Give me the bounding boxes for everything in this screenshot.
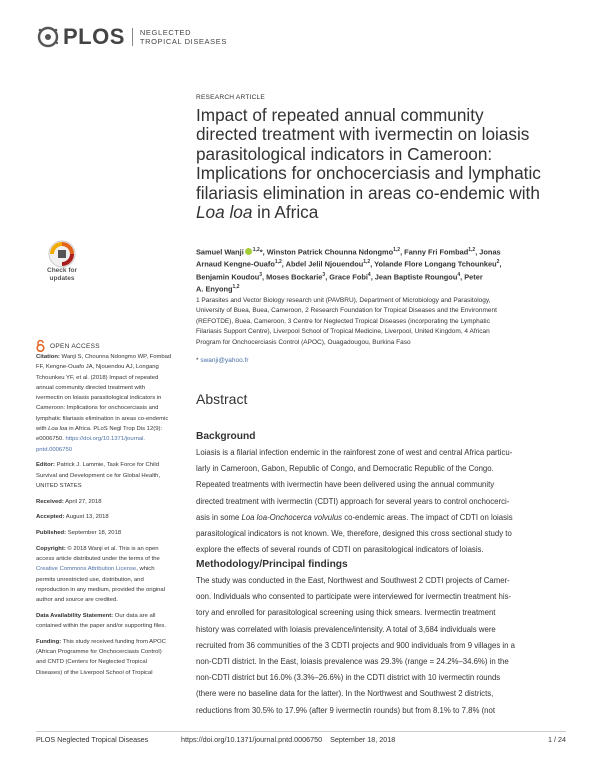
published-date [36,528,186,538]
author-name[interactable]: , Winston Patrick Chounna Ndongmo [262,247,394,257]
para-line: larly in Cameroon, Gabon, Republic of Congo, and Democratic Republic of the Congo. [196,464,494,474]
license-link[interactable]: Creative Commons Attribution License [36,566,137,573]
author-line [196,282,566,294]
author-name[interactable]: , Yolande Flore Longang Tchounkeu [370,259,497,269]
author-line [196,270,566,282]
footer-divider [36,731,566,732]
meta-label: Received: [36,498,64,505]
meta-text: ivermectin on loiasis parasitological indicators in [36,395,162,402]
title-line: Implications for onchocerciasis and lymphatic [196,163,541,184]
affil-sup: 1,2 [468,247,476,253]
meta-text: Survival and Development ce for Global Health, [36,472,161,479]
meta-italic: Loa loa [48,426,68,433]
meta-text: UNITED STATES [36,482,82,489]
meta-text: September 18, 2018 [66,530,122,537]
logo-subtitle-line: NEGLECTED [139,28,192,37]
footer-doi-link[interactable]: https://doi.org/10.1371/journal.pntd.0006750 [181,735,323,744]
copyright [36,544,186,606]
background-heading: Background [196,431,256,442]
para-line: recruited from 36 communities of the 3 CDTI projects and 900 individuals from 9 villages in a [196,640,515,650]
editor [36,460,186,491]
para-text: asis in some [196,512,242,522]
meta-text: e0006750. [36,436,66,443]
page-number: 1 / 24 [548,735,566,744]
author-name[interactable]: , Abdel Jelil Njouendou [281,259,364,269]
meta-text: lymphatic filariasis elimination in areas co-endemic [36,415,169,422]
meta-text: August 13, 2018 [64,514,109,521]
affil-sup: 2 [496,259,500,266]
affil-sup: 1,2 [393,247,401,253]
article-type: RESEARCH ARTICLE [196,94,266,101]
affil-line: University of Buea, Buea, Cameroon, 2 Research Foundation for Tropical Diseases and the Environment [196,307,497,315]
para-line: reductions from 30.5% to 17.9% (after 9 ivermectin rounds) but from 8.1% to 7.8% (not [196,705,496,715]
title-line [196,203,571,222]
meta-text: in Africa. PLoS Negl Trop Dis 12(9): [67,426,163,433]
methods-paragraph [196,573,572,719]
meta-text: Wanji S, Chounna Ndongmo WP, Fombad [59,354,172,360]
para-line [196,510,572,526]
open-access-label: OPEN ACCESS [50,342,100,350]
para-line: directed treatment with ivermectin (CDTI) approach for several years to control onchocerci- [196,496,510,506]
article-title [196,106,571,222]
orcid-icon[interactable] [245,248,252,255]
author-line [196,245,566,257]
title-line: parasitological indicators in Cameroon: [196,143,493,164]
article-metadata [36,352,186,683]
check-updates-label [36,267,88,283]
title-rest: in Africa [252,202,319,223]
para-line: oon. Individuals who consented to participate were interviewed for ivermectin treatment his- [196,592,512,602]
para-line: history was correlated with loiasis prevalence/intensity. A total of 3,684 individuals were [196,624,496,634]
doi-link[interactable]: pntd.0006750 [36,446,73,453]
author-name[interactable]: , Fanny Fri Fombad [400,247,469,257]
affil-line: Filariasis Support Centre), Liverpool School of Tropical Medicine, Liverpool, United Kingdom, 4 African [196,328,490,336]
author-name[interactable]: , Jean Baptiste Roungou [370,272,458,282]
title-line: directed treatment with ivermectin on loiasis [196,124,530,145]
meta-text: (African Programme for Onchocerciasis Control) [36,649,162,656]
author-line [196,257,566,269]
author-name[interactable]: Samuel Wanji [196,247,244,257]
affil-sup: 1,2 [252,247,260,253]
meta-text: access article distributed under the terms of the [36,556,160,562]
logo-text: PLOS [63,24,125,49]
meta-text: Diseases) of the Liverpool School of Tropical [36,669,153,676]
meta-text: Tchounkeu YF, et al. (2018) Impact of repeated [36,374,159,381]
footer-doi [181,735,395,744]
methods-heading: Methodology/Principal findings [196,559,348,570]
check-label-line: Check for [47,267,77,274]
meta-text: © 2018 Wanji et al. This is an open [65,545,159,552]
meta-text: annual community directed treatment with [36,384,146,391]
para-line: non-CDTI district but 16.0% (3.3%–26.6%) in the CDTI district with 10 ivermectin rounds [196,673,501,683]
meta-label: Data Availability Statement: [36,612,114,619]
para-line: The study was conducted in the East, Northwest and Southwest 2 CDTI projects of Camer- [196,576,510,585]
check-label-line: updates [49,275,75,282]
meta-text: permits unrestricted use, distribution, and [36,576,144,583]
affil-sup: 1,2 [363,259,371,266]
para-line: Repeated treatments with ivermectin have been delivered using the annual community [196,480,495,490]
author-name[interactable]: Arnaud Kengne-Ouafo [196,259,275,269]
check-for-updates-button[interactable] [36,240,88,298]
affil-sup: 3 [322,271,326,278]
meta-text: Our data are all [113,612,156,619]
open-lock-icon [36,340,45,352]
para-line: Loiasis is a filarial infection endemic in the rainforest zone of west and central Africa particu- [196,448,513,457]
para-line: tory and enrolled for parasitological screening using thick smears. Ivermectin treatment [196,608,496,618]
logo-subtitle-line: TROPICAL DISEASES [139,37,227,46]
author-name[interactable]: , Jonas [475,247,501,257]
citation [36,352,186,455]
affil-sup: 4 [367,271,371,278]
para-text: co-endemic areas. The impact of CDTI on loiasis [342,512,513,522]
email-link[interactable]: swanji@yahoo.fr [200,357,249,364]
affil-sup: 4 [457,271,461,278]
footer-date: September 18, 2018 [330,735,396,744]
affiliations [196,296,566,348]
author-name[interactable]: Benjamin Koudou [196,272,260,282]
affil-line: (REFOTDE), Buea, Cameroon, 3 Centre for Neglected Tropical Diseases (incorporating the Lymphatic [196,317,490,325]
title-line: filariasis elimination in areas co-endemic with [196,182,540,203]
meta-text: and CNTD (Centers for Neglected Tropical [36,659,147,666]
affil-sup: 3 [259,271,263,278]
affil-sup: 1,2 [232,284,240,291]
author-name[interactable]: A. Enyong [196,284,233,294]
footer-journal: PLOS Neglected Tropical Diseases [36,735,149,744]
meta-text: FF, Kengne-Ouafo JA, Njouendou AJ, Longang [36,364,159,371]
meta-label: Editor: [36,462,55,469]
meta-text: This study received funding from APOC [61,638,166,645]
funding [36,637,186,678]
meta-text: Cameroon: Implications for onchocerciasis and [36,405,159,412]
para-italic: Loa loa-Onchocerca volvulus [241,512,343,522]
corresponding-mark: * [259,247,263,257]
background-paragraph [196,445,572,558]
accepted-date [36,512,186,522]
meta-label: Accepted: [36,514,65,521]
meta-text: reproduction in any medium, provided the original [36,586,166,593]
meta-text: April 27, 2018 [63,498,102,505]
meta-label: Published: [36,530,67,537]
meta-text: contained within the paper and/or supporting files. [36,623,167,630]
open-access-badge [36,340,100,352]
plos-logo-icon [36,25,60,49]
author-sep: , [499,259,502,269]
meta-label: Copyright: [36,545,66,552]
affil-sup: 1,2 [274,259,282,266]
para-line: (there were no baseline data for the latter). In the Northwest and Southwest 2 districts, [196,689,494,699]
meta-label: Citation: [36,354,60,360]
author-name[interactable]: , Peter [460,272,483,282]
journal-logo [36,24,227,50]
abstract-heading: Abstract [196,391,248,407]
para-line: non-CDTI district. In the East, loiasis prevalence was 29.3% (range = 24.2%–34.6%) in the [196,657,509,667]
affil-line: 1 Parasites and Vector Biology research unit (PAVBRU), Department of Microbiology and Parasitology, [196,297,491,304]
doi-link[interactable]: https://doi.org/10.1371/journal. [65,436,146,443]
meta-text: , which [136,566,155,573]
received-date [36,497,186,507]
data-availability [36,611,186,632]
affil-line: Program for Onchocerciasis Control (APOC), Ouagadougou, Burkina Faso [196,338,411,346]
author-list [196,245,566,295]
check-updates-icon [48,240,76,268]
meta-text: author and source are credited. [36,597,118,604]
author-name[interactable]: , Grace Fobi [325,272,368,282]
meta-label: Funding: [36,638,62,645]
corresponding-email [196,357,249,364]
title-line: Impact of repeated annual community [196,105,484,125]
para-line: explore the effects of several rounds of CDTI on parasitological indicators of loiasis. [196,545,484,555]
title-italic: Loa loa [196,202,253,223]
logo-subtitle [132,28,227,46]
meta-text: Patrick J. Lammie, Task Force for Child [54,462,159,469]
para-line: parasitological indicators is not known. We, therefore, designed this cross sectional study to [196,529,512,539]
meta-text: with [36,426,49,433]
email-mark: * [196,357,201,364]
author-name[interactable]: , Moses Bockarie [262,272,323,282]
